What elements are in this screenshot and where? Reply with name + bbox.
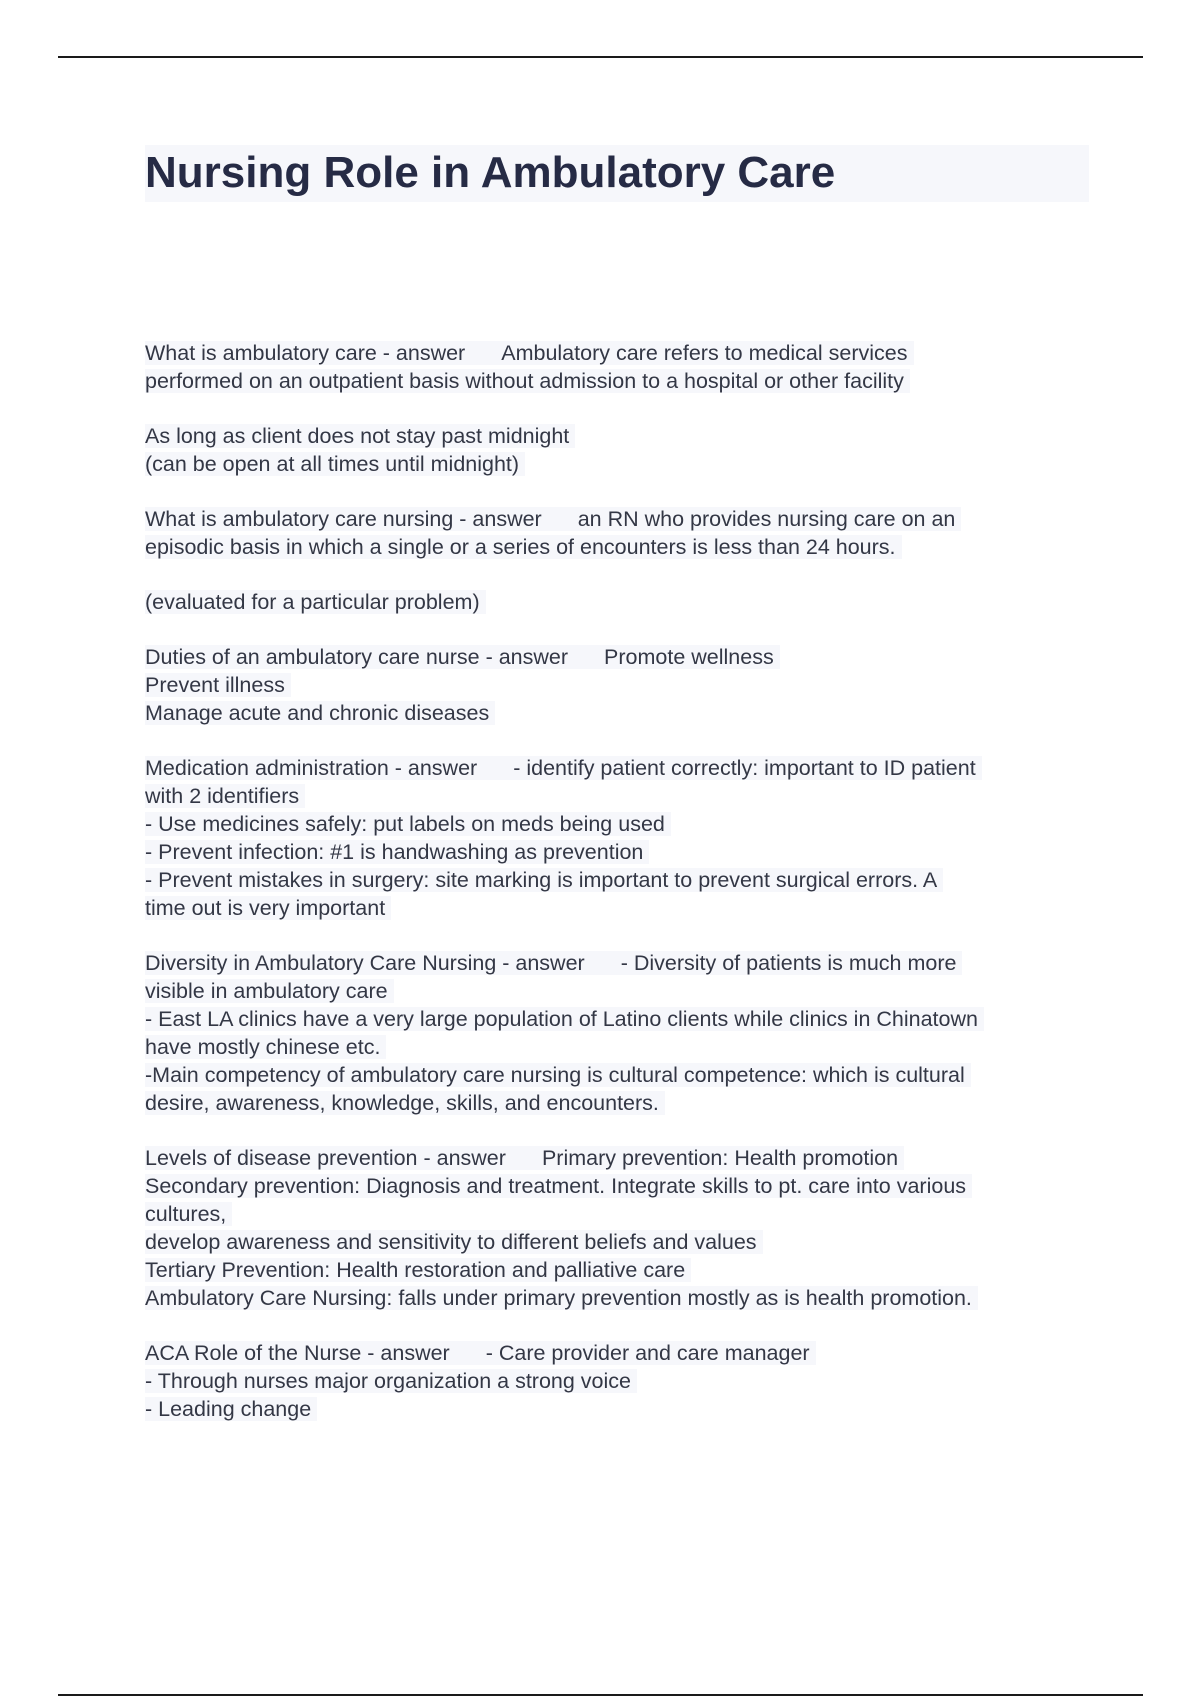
line-text: (evaluated for a particular problem) — [145, 590, 486, 614]
line-text: desire, awareness, knowledge, skills, and encounters. — [145, 1091, 665, 1115]
line-text: - Through nurses major organization a strong voice — [145, 1369, 637, 1393]
page-title: Nursing Role in Ambulatory Care — [145, 148, 836, 197]
text-line — [145, 1005, 1095, 1033]
qa-paragraph — [145, 1339, 1095, 1423]
text-line — [145, 810, 1095, 838]
answer-text: Promote wellness — [604, 645, 774, 669]
line-text: performed on an outpatient basis without admission to a hospital or other facility — [145, 369, 910, 393]
line-text: with 2 identifiers — [145, 784, 305, 808]
text-line — [145, 1284, 1095, 1312]
bottom-rule — [58, 1694, 1143, 1696]
question-highlight — [145, 341, 914, 365]
text-line — [145, 699, 1095, 727]
answer-text: Ambulatory care refers to medical services — [501, 341, 908, 365]
answer-text: - Care provider and care manager — [485, 1341, 810, 1365]
answer-text: - identify patient correctly: important to ID patient — [513, 756, 976, 780]
question-highlight — [145, 507, 961, 531]
line-text: As long as client does not stay past midnight — [145, 424, 575, 448]
line-text: -Main competency of ambulatory care nursing is cultural competence: which is cultural — [145, 1063, 971, 1087]
text-line — [145, 1033, 1095, 1061]
text-line — [145, 1061, 1095, 1089]
answer-text: an RN who provides nursing care on an — [577, 507, 956, 531]
answer-text: Primary prevention: Health promotion — [541, 1146, 899, 1170]
qa-paragraph — [145, 1144, 1095, 1312]
line-text: Ambulatory Care Nursing: falls under primary prevention mostly as is health promotion. — [145, 1286, 978, 1310]
question-highlight — [145, 645, 780, 669]
line-text: - East LA clinics have a very large population of Latino clients while clinics in Chinatown — [145, 1007, 984, 1031]
line-text: - Leading change — [145, 1397, 317, 1421]
text-line — [145, 894, 1095, 922]
question-text: Duties of an ambulatory care nurse - answer — [145, 645, 569, 669]
qa-paragraph — [145, 754, 1095, 922]
text-line — [145, 422, 1095, 450]
question-line — [145, 1144, 1095, 1172]
question-line — [145, 1339, 1095, 1367]
question-line — [145, 339, 1095, 367]
document-body — [145, 339, 1095, 1450]
text-line — [145, 671, 1095, 699]
text-line — [145, 1200, 1095, 1228]
question-line — [145, 949, 1095, 977]
text-line — [145, 866, 1095, 894]
question-highlight — [145, 951, 962, 975]
question-text: What is ambulatory care nursing - answer — [145, 507, 542, 531]
qa-paragraph — [145, 643, 1095, 727]
line-text: - Prevent infection: #1 is handwashing as prevention — [145, 840, 649, 864]
question-line — [145, 505, 1095, 533]
line-text: develop awareness and sensitivity to different beliefs and values — [145, 1230, 763, 1254]
line-text: Secondary prevention: Diagnosis and treatment. Integrate skills to pt. care into various — [145, 1174, 972, 1198]
qa-paragraph — [145, 339, 1095, 395]
line-text: (can be open at all times until midnight) — [145, 452, 525, 476]
text-line — [145, 1395, 1095, 1423]
text-line — [145, 450, 1095, 478]
question-highlight — [145, 1146, 904, 1170]
line-text: cultures, — [145, 1202, 232, 1226]
line-text: Prevent illness — [145, 673, 291, 697]
qa-paragraph — [145, 505, 1095, 561]
question-highlight — [145, 756, 982, 780]
text-line — [145, 533, 1095, 561]
line-text: Manage acute and chronic diseases — [145, 701, 495, 725]
question-line — [145, 754, 1095, 782]
line-text: have mostly chinese etc. — [145, 1035, 386, 1059]
qa-paragraph — [145, 422, 1095, 478]
line-text: visible in ambulatory care — [145, 979, 394, 1003]
line-text: time out is very important — [145, 896, 391, 920]
text-line — [145, 977, 1095, 1005]
top-rule — [58, 56, 1143, 58]
text-line — [145, 1089, 1095, 1117]
text-line — [145, 1228, 1095, 1256]
line-text: Tertiary Prevention: Health restoration and palliative care — [145, 1258, 691, 1282]
qa-paragraph — [145, 588, 1095, 616]
line-text: - Prevent mistakes in surgery: site marking is important to prevent surgical errors. A — [145, 868, 943, 892]
text-line — [145, 1256, 1095, 1284]
question-line — [145, 643, 1095, 671]
question-text: Levels of disease prevention - answer — [145, 1146, 506, 1170]
question-text: What is ambulatory care - answer — [145, 341, 466, 365]
line-text: episodic basis in which a single or a series of encounters is less than 24 hours. — [145, 535, 902, 559]
text-line — [145, 588, 1095, 616]
answer-text: - Diversity of patients is much more — [620, 951, 957, 975]
question-text: Diversity in Ambulatory Care Nursing - answer — [145, 951, 585, 975]
text-line — [145, 838, 1095, 866]
text-line — [145, 367, 1095, 395]
text-line — [145, 782, 1095, 810]
question-text: ACA Role of the Nurse - answer — [145, 1341, 450, 1365]
line-text: - Use medicines safely: put labels on meds being used — [145, 812, 671, 836]
question-highlight — [145, 1341, 816, 1365]
text-line — [145, 1172, 1095, 1200]
question-text: Medication administration - answer — [145, 756, 478, 780]
text-line — [145, 1367, 1095, 1395]
qa-paragraph — [145, 949, 1095, 1117]
